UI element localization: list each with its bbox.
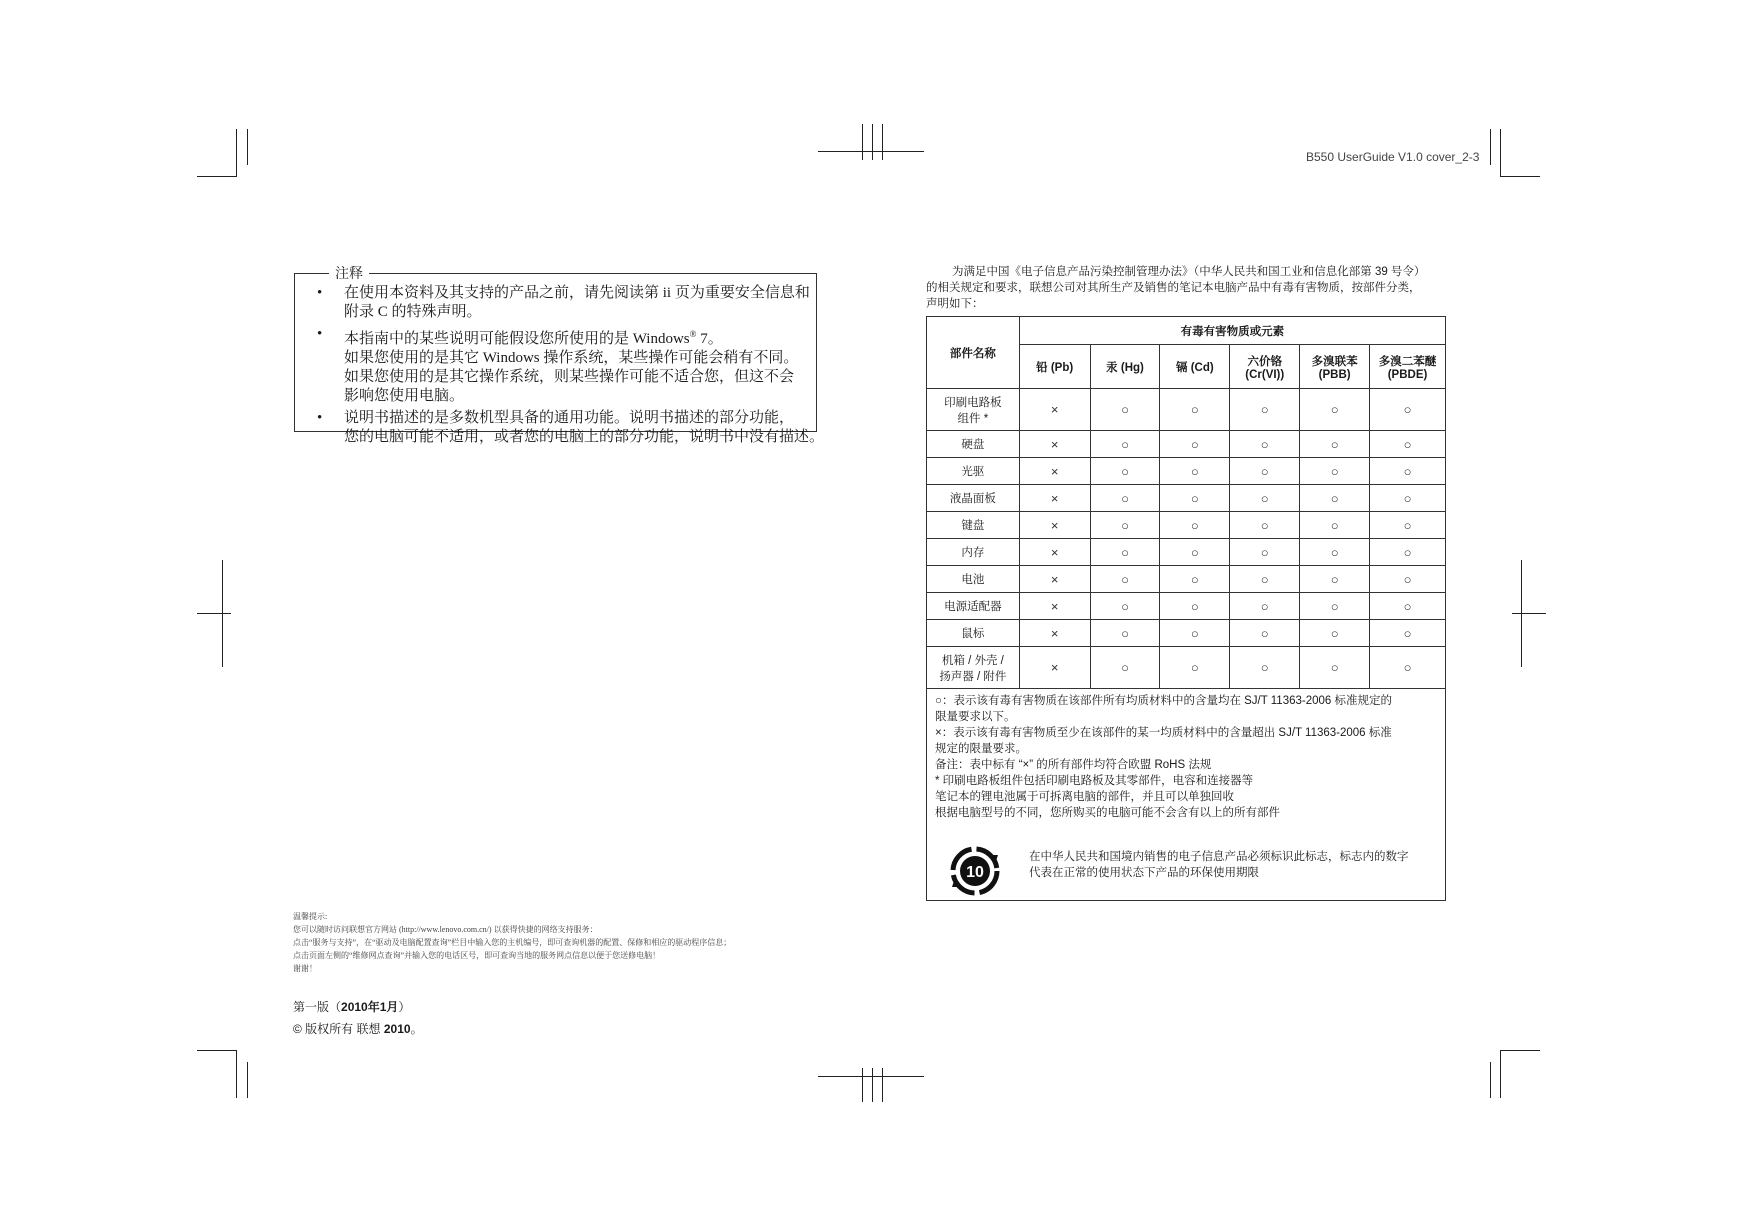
substance-column-header bbox=[1160, 345, 1230, 389]
within-limit-mark: ○ bbox=[1300, 431, 1370, 458]
tips-line: 谢谢！ bbox=[293, 964, 317, 973]
legend-line: * 印刷电路板组件包括印刷电路板及其零部件，电容和连接器等 bbox=[935, 775, 1254, 787]
note-line: 如果您使用的是其它 Windows 操作系统，某些操作可能会稍有不同。 bbox=[344, 350, 799, 366]
part-name: 硬盘 bbox=[961, 439, 985, 451]
column-label: 铅 (Pb) bbox=[1036, 361, 1074, 374]
part-name: 光驱 bbox=[961, 466, 985, 478]
within-limit-mark: ○ bbox=[1090, 539, 1160, 566]
within-limit-mark: ○ bbox=[1160, 485, 1230, 512]
within-limit-mark: ○ bbox=[1370, 458, 1446, 485]
within-limit-mark: ○ bbox=[1230, 566, 1300, 593]
note-text: 7。 bbox=[696, 331, 723, 347]
note-line bbox=[344, 325, 817, 349]
within-limit-mark: ○ bbox=[1230, 647, 1300, 689]
within-limit-mark: ○ bbox=[1370, 566, 1446, 593]
note-list bbox=[317, 284, 825, 450]
within-limit-mark: ○ bbox=[1160, 647, 1230, 689]
column-label: 六价铬 bbox=[1247, 355, 1282, 368]
within-limit-mark: ○ bbox=[1370, 389, 1446, 431]
eco-period-icon bbox=[947, 843, 1003, 899]
within-limit-mark: ○ bbox=[1300, 539, 1370, 566]
within-limit-mark: ○ bbox=[1160, 539, 1230, 566]
within-limit-mark: ○ bbox=[1160, 458, 1230, 485]
note-line: 附录 C 的特殊声明。 bbox=[344, 304, 482, 320]
note-line: 您的电脑可能不适用，或者您的电脑上的部分功能，说明书中没有描述。 bbox=[344, 429, 825, 445]
part-name: 组件 * bbox=[957, 412, 989, 425]
exceeds-limit-mark: × bbox=[1019, 389, 1090, 431]
intro-line: 为满足中国《电子信息产品污染控制管理办法》（中华人民共和国工业和信息化部第 39 号令） bbox=[952, 266, 1426, 278]
part-name-header: 部件名称 bbox=[927, 317, 1020, 389]
within-limit-mark: ○ bbox=[1090, 620, 1160, 647]
part-name: 鼠标 bbox=[961, 628, 985, 640]
note-title: 注释 bbox=[329, 263, 369, 283]
note-item bbox=[317, 325, 817, 406]
part-name: 机箱 / 外壳 / bbox=[941, 654, 1004, 667]
within-limit-mark: ○ bbox=[1090, 458, 1160, 485]
within-limit-mark: ○ bbox=[1300, 512, 1370, 539]
note-item bbox=[317, 409, 825, 447]
within-limit-mark: ○ bbox=[1300, 389, 1370, 431]
column-label: 多溴联苯 bbox=[1311, 355, 1358, 368]
table-row bbox=[927, 431, 1446, 458]
column-label: 镉 (Cd) bbox=[1176, 361, 1214, 374]
part-name: 电池 bbox=[961, 574, 985, 586]
exceeds-limit-mark: × bbox=[1019, 512, 1090, 539]
registered-mark: ® bbox=[689, 329, 697, 339]
within-limit-mark: ○ bbox=[1300, 647, 1370, 689]
declaration-intro bbox=[926, 264, 1456, 312]
legend-line: 笔记本的锂电池属于可拆离电脑的部件，并且可以单独回收 bbox=[935, 791, 1234, 803]
within-limit-mark: ○ bbox=[1090, 389, 1160, 431]
exceeds-limit-mark: × bbox=[1019, 620, 1090, 647]
within-limit-mark: ○ bbox=[1090, 566, 1160, 593]
within-limit-mark: ○ bbox=[1300, 620, 1370, 647]
part-name-cell bbox=[927, 566, 1020, 593]
table-row bbox=[927, 485, 1446, 512]
table-row bbox=[927, 512, 1446, 539]
table-row bbox=[927, 389, 1446, 431]
part-name-cell bbox=[927, 485, 1020, 512]
within-limit-mark: ○ bbox=[1300, 566, 1370, 593]
note-line: 如果您使用的是其它操作系统，则某些操作可能不适合您，但这不会 bbox=[344, 369, 795, 385]
table-row bbox=[927, 566, 1446, 593]
part-name-cell bbox=[927, 512, 1020, 539]
part-name: 键盘 bbox=[961, 520, 985, 532]
part-name: 液晶面板 bbox=[949, 493, 996, 505]
eco-line: 代表在正常的使用状态下产品的环保使用期限 bbox=[1029, 867, 1259, 879]
column-label: (PBB) bbox=[1318, 368, 1351, 381]
part-name-cell bbox=[927, 539, 1020, 566]
tips-line: 点击页面左侧的“维修网点查询”并输入您的电话区号，即可查询当地的服务网点信息以便于您送修电脑！ bbox=[293, 951, 661, 960]
within-limit-mark: ○ bbox=[1230, 431, 1300, 458]
part-name-cell bbox=[927, 620, 1020, 647]
note-line: 说明书描述的是多数机型具备的通用功能。说明书描述的部分功能， bbox=[344, 410, 795, 426]
within-limit-mark: ○ bbox=[1090, 593, 1160, 620]
column-label: 多溴二苯醚 bbox=[1378, 355, 1437, 368]
note-text: 本指南中的某些说明可能假设您所使用的是 Windows bbox=[344, 331, 690, 347]
eco-line: 在中华人民共和国境内销售的电子信息产品必须标识此标志，标志内的数字 bbox=[1029, 851, 1409, 863]
within-limit-mark: ○ bbox=[1370, 431, 1446, 458]
within-limit-mark: ○ bbox=[1160, 566, 1230, 593]
support-tips bbox=[293, 910, 731, 975]
legend-line: 限量要求以下。 bbox=[935, 711, 1016, 723]
hazardous-substance-table bbox=[926, 316, 1446, 689]
within-limit-mark: ○ bbox=[1300, 485, 1370, 512]
legend-line: ×：表示该有毒有害物质至少在该部件的某一均质材料中的含量超出 SJ/T 11363-2006 标准 bbox=[935, 727, 1392, 739]
intro-line: 声明如下： bbox=[926, 298, 984, 310]
copyright-line: © 版权所有 联想 2010。 bbox=[293, 1022, 423, 1036]
bullet-icon: • bbox=[317, 285, 323, 301]
intro-line: 的相关规定和要求，联想公司对其所生产及销售的笔记本电脑产品中有毒有害物质，按部件分类， bbox=[926, 282, 1421, 294]
bullet-icon: • bbox=[317, 410, 323, 426]
within-limit-mark: ○ bbox=[1230, 485, 1300, 512]
within-limit-mark: ○ bbox=[1370, 512, 1446, 539]
exceeds-limit-mark: × bbox=[1019, 593, 1090, 620]
within-limit-mark: ○ bbox=[1370, 647, 1446, 689]
within-limit-mark: ○ bbox=[1300, 593, 1370, 620]
exceeds-limit-mark: × bbox=[1019, 539, 1090, 566]
within-limit-mark: ○ bbox=[1370, 539, 1446, 566]
substance-column-header bbox=[1300, 345, 1370, 389]
table-row bbox=[927, 458, 1446, 485]
within-limit-mark: ○ bbox=[1230, 512, 1300, 539]
table-row bbox=[927, 647, 1446, 689]
edition-info bbox=[293, 996, 423, 1040]
column-label: (Cr(VI)) bbox=[1245, 368, 1285, 381]
within-limit-mark: ○ bbox=[1090, 647, 1160, 689]
hazardous-substance-panel bbox=[926, 316, 1446, 901]
exceeds-limit-mark: × bbox=[1019, 485, 1090, 512]
within-limit-mark: ○ bbox=[1160, 389, 1230, 431]
note-line: 在使用本资料及其支持的产品之前，请先阅读第 ii 页为重要安全信息和 bbox=[344, 285, 810, 301]
part-name-cell bbox=[927, 389, 1020, 431]
within-limit-mark: ○ bbox=[1230, 620, 1300, 647]
part-name-cell bbox=[927, 647, 1020, 689]
bullet-icon: • bbox=[317, 326, 323, 342]
eco-period-number: 10 bbox=[966, 864, 984, 881]
part-name: 内存 bbox=[961, 547, 985, 559]
eco-label-text bbox=[1029, 849, 1439, 881]
within-limit-mark: ○ bbox=[1370, 620, 1446, 647]
within-limit-mark: ○ bbox=[1230, 389, 1300, 431]
within-limit-mark: ○ bbox=[1370, 485, 1446, 512]
substance-column-header bbox=[1019, 345, 1090, 389]
edition-line: 第一版（2010年1月） bbox=[293, 1000, 411, 1014]
within-limit-mark: ○ bbox=[1230, 458, 1300, 485]
table-row bbox=[927, 539, 1446, 566]
substance-column-header bbox=[1090, 345, 1160, 389]
substance-group-header: 有毒有害物质或元素 bbox=[1019, 317, 1445, 345]
within-limit-mark: ○ bbox=[1160, 620, 1230, 647]
within-limit-mark: ○ bbox=[1230, 593, 1300, 620]
exceeds-limit-mark: × bbox=[1019, 566, 1090, 593]
within-limit-mark: ○ bbox=[1160, 431, 1230, 458]
part-name-cell bbox=[927, 431, 1020, 458]
note-item bbox=[317, 284, 817, 322]
file-label: B550 UserGuide V1.0 cover_2-3 bbox=[1306, 150, 1480, 164]
table-legend bbox=[935, 693, 1440, 821]
table-row bbox=[927, 593, 1446, 620]
within-limit-mark: ○ bbox=[1090, 512, 1160, 539]
note-line: 影响您使用电脑。 bbox=[344, 388, 465, 404]
within-limit-mark: ○ bbox=[1370, 593, 1446, 620]
exceeds-limit-mark: × bbox=[1019, 458, 1090, 485]
tips-line: 点击“服务与支持”，在“驱动及电脑配置查询”栏目中输入您的主机编号，即可查询机器的配置、保修和相应的驱动程序信息； bbox=[293, 938, 732, 947]
part-name: 印刷电路板 bbox=[944, 396, 1002, 409]
within-limit-mark: ○ bbox=[1090, 485, 1160, 512]
exceeds-limit-mark: × bbox=[1019, 647, 1090, 689]
within-limit-mark: ○ bbox=[1160, 512, 1230, 539]
part-name-cell bbox=[927, 593, 1020, 620]
legend-line: 规定的限量要求。 bbox=[935, 743, 1027, 755]
legend-line: ○：表示该有毒有害物质在该部件所有均质材料中的含量均在 SJ/T 11363-2006 标准规定的 bbox=[935, 695, 1392, 707]
column-label: (PBDE) bbox=[1387, 368, 1428, 381]
tips-line: 您可以随时访问联想官方网站 (http://www.lenovo.com.cn/) 以获得快捷的网络支持服务： bbox=[293, 925, 598, 934]
exceeds-limit-mark: × bbox=[1019, 431, 1090, 458]
tips-title: 温馨提示: bbox=[293, 912, 328, 921]
part-name-cell bbox=[927, 458, 1020, 485]
within-limit-mark: ○ bbox=[1300, 458, 1370, 485]
substance-column-header bbox=[1230, 345, 1300, 389]
legend-line: 备注：表中标有 “×” 的所有部件均符合欧盟 RoHS 法规 bbox=[935, 759, 1212, 771]
substance-column-header bbox=[1370, 345, 1446, 389]
note-box bbox=[294, 265, 825, 445]
within-limit-mark: ○ bbox=[1160, 593, 1230, 620]
part-name: 电源适配器 bbox=[944, 601, 1002, 613]
column-label: 汞 (Hg) bbox=[1106, 361, 1144, 374]
within-limit-mark: ○ bbox=[1230, 539, 1300, 566]
part-name: 扬声器 / 附件 bbox=[939, 670, 1007, 683]
table-row bbox=[927, 620, 1446, 647]
within-limit-mark: ○ bbox=[1090, 431, 1160, 458]
legend-line: 根据电脑型号的不同，您所购买的电脑可能不会含有以上的所有部件 bbox=[935, 807, 1280, 819]
